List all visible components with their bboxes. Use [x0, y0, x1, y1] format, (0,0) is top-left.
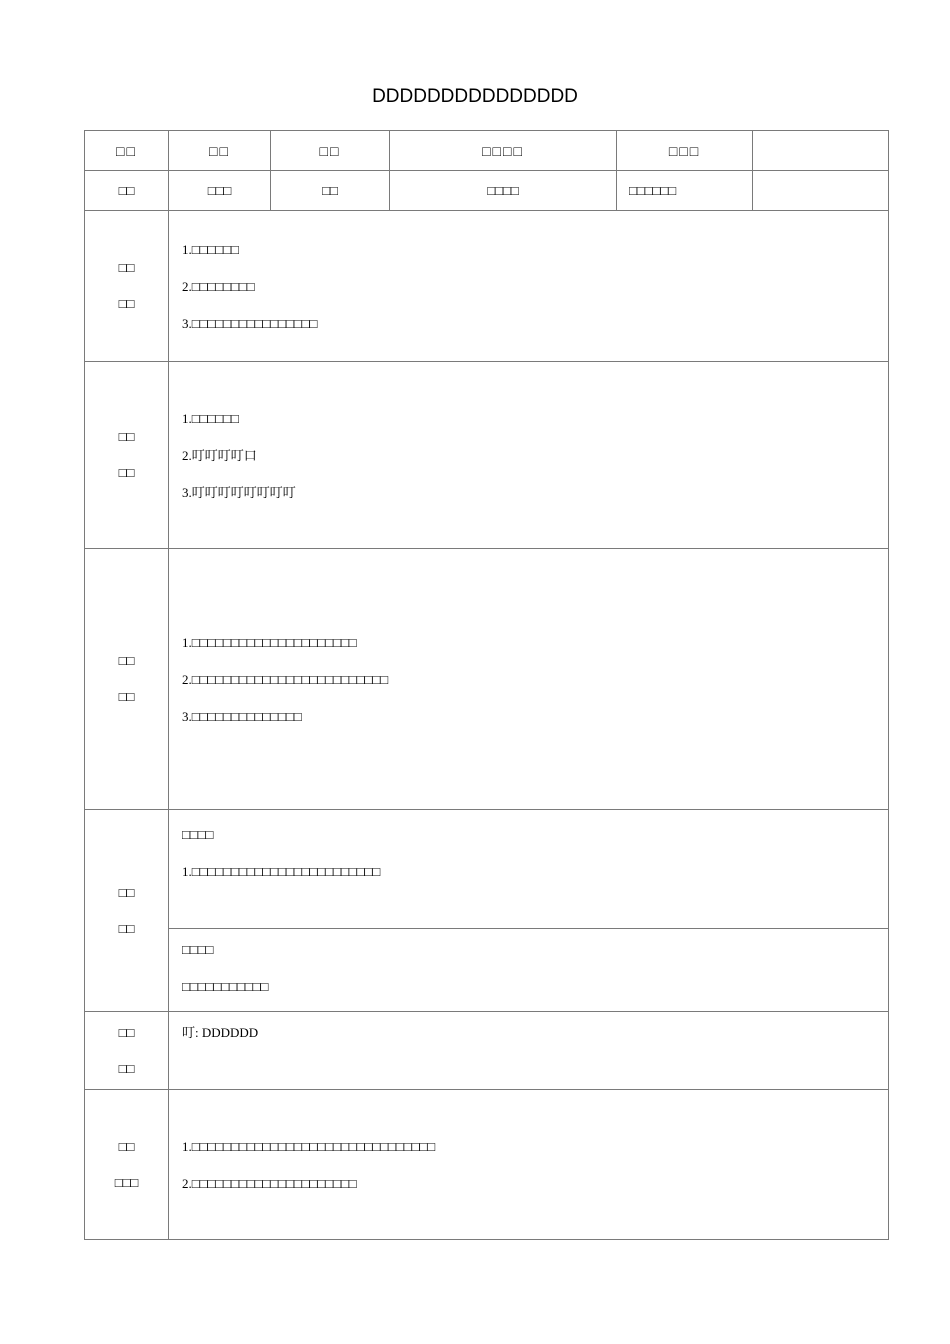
section-label-line: □□	[118, 920, 135, 936]
header-value: □□□	[169, 171, 271, 211]
sub-heading: □□□□	[182, 942, 214, 957]
section-label-line: □□	[118, 884, 135, 900]
section-label	[85, 1090, 169, 1240]
document-title: DDDDDDDDDDDDDDD	[372, 86, 578, 107]
section-label	[85, 1012, 169, 1090]
section-subcontent	[169, 929, 889, 1012]
section-content	[169, 1012, 889, 1090]
header-value: □□	[271, 171, 390, 211]
content-line: 3.□□□□□□□□□□□□□□□□	[182, 315, 318, 331]
header-row-2	[85, 171, 889, 211]
content-line: □□□□□□□□□□□	[182, 979, 269, 994]
section-content	[169, 211, 889, 362]
section-label-line: □□	[118, 653, 135, 668]
header-cell: □□	[271, 131, 390, 171]
section-row	[85, 1012, 889, 1090]
section-label-line: □□	[118, 1138, 135, 1154]
section-label-line: □□□	[114, 1174, 139, 1190]
header-value: □□	[85, 171, 169, 211]
section-row	[85, 362, 889, 549]
header-value: □□□□□□	[617, 171, 753, 211]
section-label	[85, 549, 169, 810]
section-row	[85, 211, 889, 362]
section-label	[85, 810, 169, 1012]
content-line: 1.□□□□□□□□□□□□□□□□□□□□□□□□□□□□□□□	[182, 1138, 436, 1154]
content-line: 1.□□□□□□	[182, 241, 239, 257]
header-cell: □□	[169, 131, 271, 171]
section-label-line: □□	[118, 465, 135, 480]
header-cell: □□□	[617, 131, 753, 171]
section-row	[85, 549, 889, 810]
content-line: 1.□□□□□□□□□□□□□□□□□□□□□	[182, 634, 357, 650]
content-line: 3.叮叮叮叮叮叮叮叮	[182, 484, 296, 500]
header-value: □□□□	[390, 171, 617, 211]
section-label-line: □□	[118, 260, 135, 275]
sub-heading: □□□□	[182, 827, 214, 842]
content-line: 2.□□□□□□□□	[182, 278, 255, 294]
section-content	[169, 362, 889, 549]
header-cell: □□□□	[390, 131, 617, 171]
section-row	[85, 929, 889, 1012]
header-cell: □□	[85, 131, 169, 171]
content-line: 2.□□□□□□□□□□□□□□□□□□□□□	[182, 1175, 357, 1191]
header-value-blank	[753, 171, 889, 211]
content-line: 2.□□□□□□□□□□□□□□□□□□□□□□□□□	[182, 671, 389, 687]
section-content	[169, 1090, 889, 1240]
content-line: 叮: DDDDDD	[182, 1025, 259, 1040]
header-cell-blank	[753, 131, 889, 171]
content-line: 1.□□□□□□	[182, 410, 239, 426]
section-label-line: □□	[118, 1024, 135, 1040]
section-row	[85, 1090, 889, 1240]
section-label-line: □□	[118, 296, 135, 311]
section-content	[169, 549, 889, 810]
section-label-line: □□	[118, 429, 135, 444]
section-subcontent	[169, 810, 889, 929]
section-label-line: □□	[118, 689, 135, 704]
content-line: 2.叮叮叮叮口	[182, 447, 257, 463]
section-label	[85, 211, 169, 362]
header-row-1	[85, 131, 889, 171]
content-line: 1.□□□□□□□□□□□□□□□□□□□□□□□□	[182, 864, 381, 879]
section-label	[85, 362, 169, 549]
section-row	[85, 810, 889, 929]
section-label-line: □□	[118, 1060, 135, 1076]
job-description-table	[84, 130, 889, 1240]
content-line: 3.□□□□□□□□□□□□□□	[182, 708, 302, 724]
